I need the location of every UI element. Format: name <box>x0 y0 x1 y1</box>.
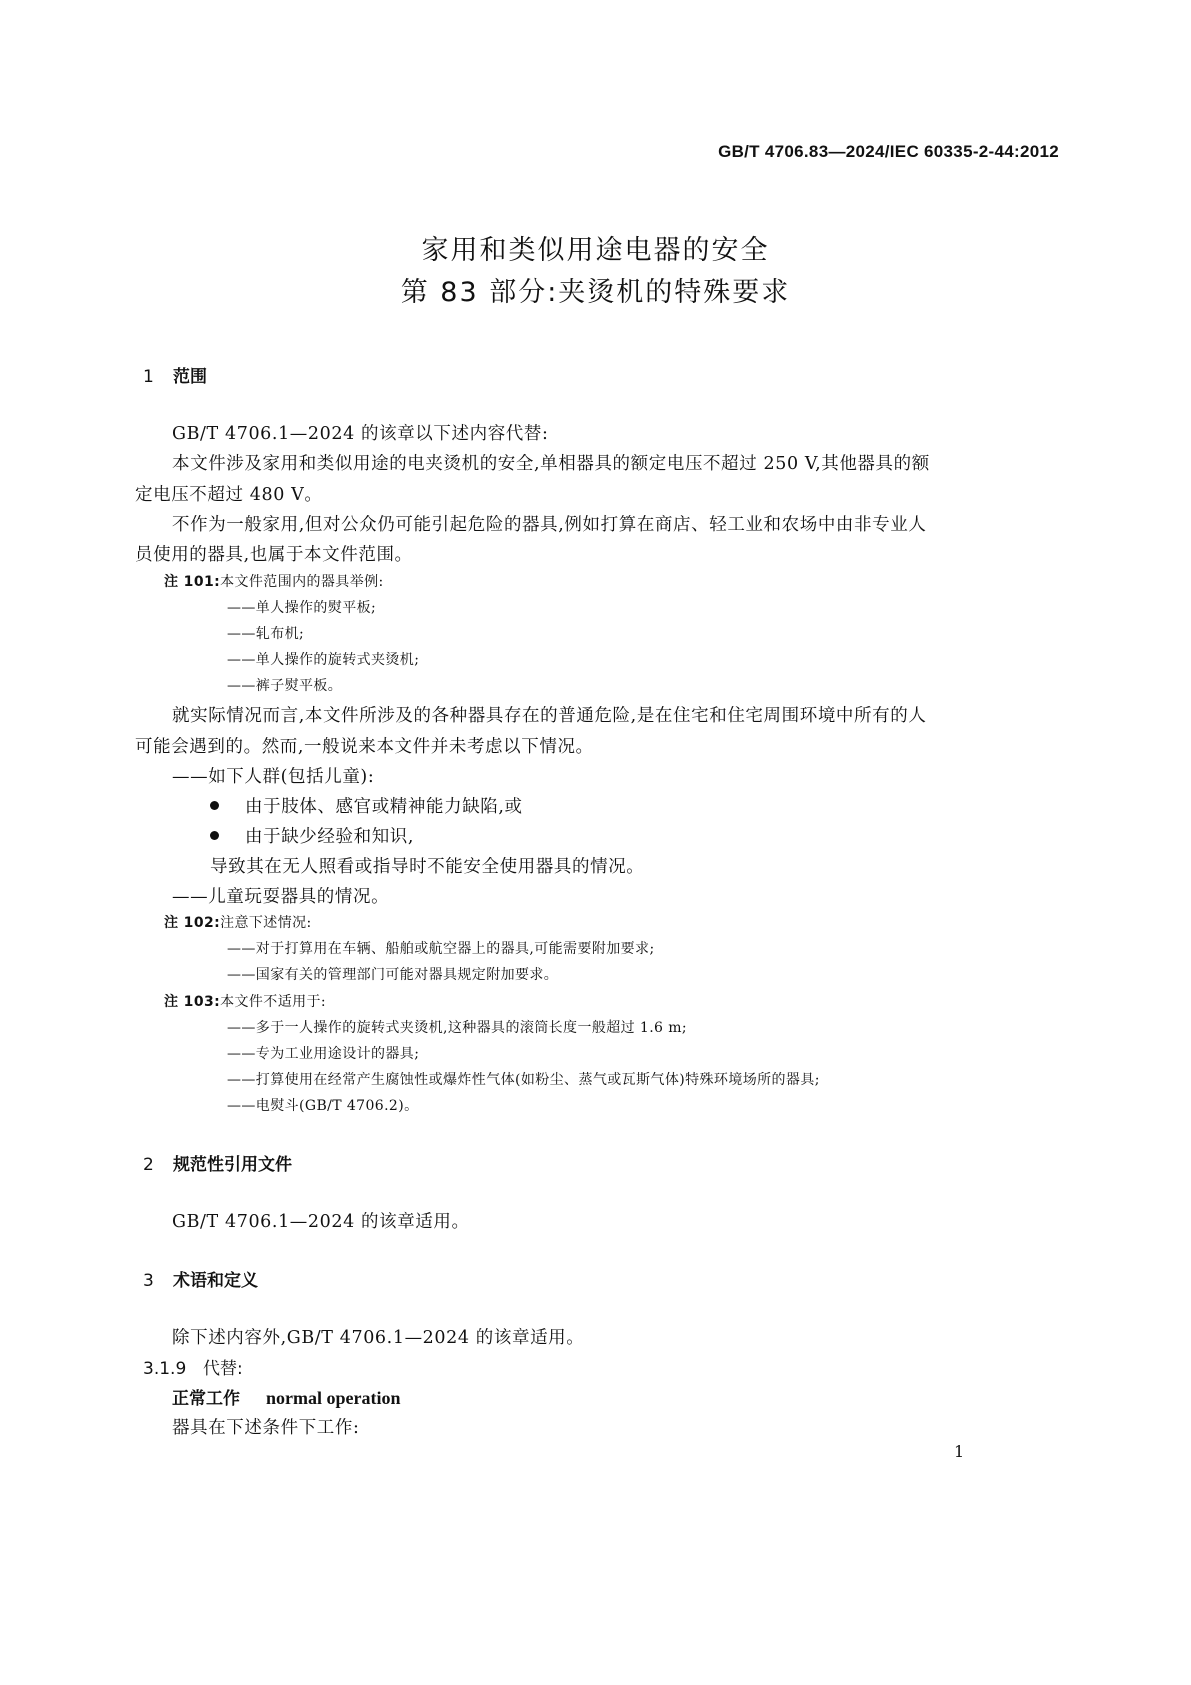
note-label: 注 103: <box>164 994 221 1010</box>
list-item: ——专为工业用途设计的器具; <box>227 1046 420 1062</box>
paragraph: GB/T 4706.1—2024 的该章适用。 <box>172 1212 470 1232</box>
section-3-heading <box>143 1266 258 1291</box>
section-1-heading <box>143 362 207 387</box>
title-line-1: 家用和类似用途电器的安全 <box>421 235 770 266</box>
section-number: 2 <box>143 1155 154 1175</box>
standard-id-header: GB/T 4706.83—2024/IEC 60335-2-44:2012 <box>718 142 1059 161</box>
list-item: ——单人操作的熨平板; <box>227 600 377 616</box>
note-text: 本文件范围内的器具举例: <box>220 574 384 590</box>
list-item: ——轧布机; <box>227 626 305 642</box>
bullet-icon <box>210 831 219 840</box>
term-heading <box>172 1384 401 1409</box>
title-line-2: 第 83 部分:夹烫机的特殊要求 <box>400 277 791 308</box>
list-item: ——国家有关的管理部门可能对器具规定附加要求。 <box>227 967 559 983</box>
paragraph: 导致其在无人照看或指导时不能安全使用器具的情况。 <box>210 857 645 877</box>
paragraph: 器具在下述条件下工作: <box>172 1418 360 1438</box>
clause-text: 代替: <box>203 1359 243 1379</box>
page-number: 1 <box>954 1442 965 1461</box>
paragraph: 不作为一般家用,但对公众仍可能引起危险的器具,例如打算在商店、轻工业和农场中由非专业人 <box>172 515 927 535</box>
note-label: 注 101: <box>164 574 221 590</box>
bullet-text: 由于肢体、感官或精神能力缺陷,或 <box>245 797 523 817</box>
term-english: normal operation <box>266 1388 401 1408</box>
dash-item: ——儿童玩耍器具的情况。 <box>172 887 390 907</box>
list-item: ——电熨斗(GB/T 4706.2)。 <box>227 1098 419 1114</box>
bullet-text: 由于缺少经验和知识, <box>245 827 415 847</box>
paragraph: 除下述内容外,GB/T 4706.1—2024 的该章适用。 <box>172 1328 585 1348</box>
section-2-heading <box>143 1150 292 1175</box>
list-item: ——裤子熨平板。 <box>227 678 343 694</box>
list-item: ——多于一人操作的旋转式夹烫机,这种器具的滚筒长度一般超过 1.6 m; <box>227 1020 688 1036</box>
bullet-icon <box>210 801 219 810</box>
bullet-item <box>210 823 414 848</box>
note-text: 注意下述情况: <box>220 915 312 931</box>
paragraph: GB/T 4706.1—2024 的该章以下述内容代替: <box>172 424 549 444</box>
paragraph: 本文件涉及家用和类似用途的电夹烫机的安全,单相器具的额定电压不超过 250 V,其他器具的额 <box>172 454 930 474</box>
paragraph-continuation: 可能会遇到的。然而,一般说来本文件并未考虑以下情况。 <box>135 737 594 757</box>
paragraph-continuation: 定电压不超过 480 V。 <box>135 485 323 505</box>
bullet-item <box>210 793 523 818</box>
paragraph: 就实际情况而言,本文件所涉及的各种器具存在的普通危险,是在住宅和住宅周围环境中所有的人 <box>172 706 927 726</box>
note-101 <box>164 571 384 591</box>
list-item: ——单人操作的旋转式夹烫机; <box>227 652 420 668</box>
clause-3-1-9 <box>143 1354 243 1379</box>
section-title: 范围 <box>173 367 207 387</box>
paragraph-continuation: 员使用的器具,也属于本文件范围。 <box>135 545 413 565</box>
note-label: 注 102: <box>164 915 221 931</box>
note-102 <box>164 912 312 932</box>
note-103 <box>164 991 326 1011</box>
list-item: ——打算使用在经常产生腐蚀性或爆炸性气体(如粉尘、蒸气或瓦斯气体)特殊环境场所的器具; <box>227 1072 820 1088</box>
dash-item: ——如下人群(包括儿童): <box>172 767 375 787</box>
note-text: 本文件不适用于: <box>220 994 327 1010</box>
term-chinese: 正常工作 <box>172 1389 240 1409</box>
list-item: ——对于打算用在车辆、船舶或航空器上的器具,可能需要附加要求; <box>227 941 655 957</box>
section-title: 规范性引用文件 <box>173 1155 292 1175</box>
clause-number: 3.1.9 <box>143 1359 187 1379</box>
section-title: 术语和定义 <box>173 1271 258 1291</box>
section-number: 1 <box>143 367 154 387</box>
section-number: 3 <box>143 1271 154 1291</box>
